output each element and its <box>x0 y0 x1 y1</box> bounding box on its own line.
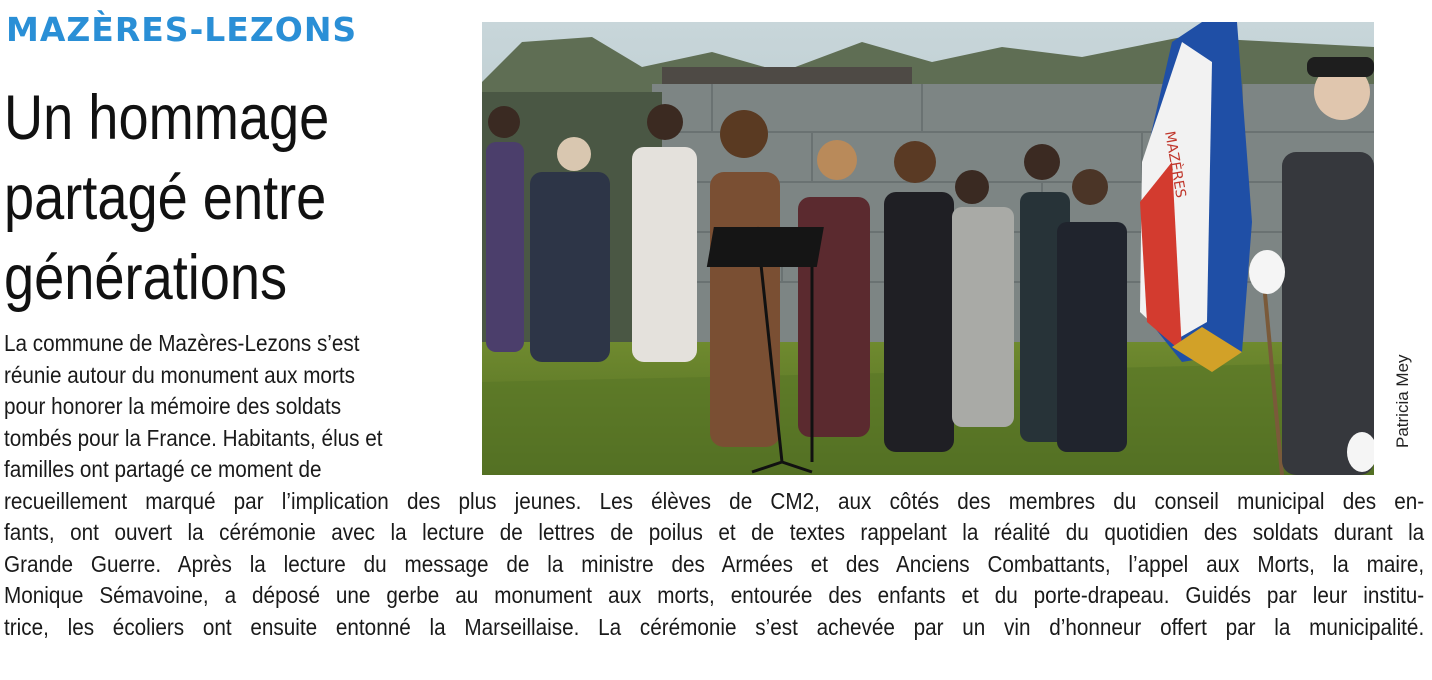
body-line: fants, ont ouvert la cérémonie avec la lecture de lettres de poilus et de textes rappelant la réalité du quotidien des soldats durant la <box>4 519 1425 545</box>
article-body <box>4 328 1424 643</box>
headline-line: Un hommage <box>4 83 330 153</box>
body-line: Monique Sémavoine, a déposé une gerbe au monument aux morts, entourée des enfants et du porte-drapeau. Guidés par leur institu- <box>4 582 1425 608</box>
body-line: familles ont partagé ce moment de <box>4 456 322 482</box>
body-line: tombés pour la France. Habitants, élus et <box>4 424 383 451</box>
headline-line: générations <box>4 243 288 313</box>
headline <box>4 78 408 318</box>
body-line: trice, les écoliers ont ensuite entonné la Marseillaise. La cérémonie s’est achevée par un vin d’honneur offert par la municipalité. <box>4 613 1425 640</box>
section-tag: MAZÈRES-LEZONS <box>6 10 358 49</box>
photo-credit: Patricia Mey <box>1393 354 1412 448</box>
headline-line: partagé entre <box>4 163 327 233</box>
body-line: réunie autour du monument aux morts <box>4 361 355 388</box>
flag-text: MAZÈRES <box>1161 129 1189 200</box>
body-line: La commune de Mazères-Lezons s’est <box>4 330 360 356</box>
body-line: Grande Guerre. Après la lecture du message de la ministre des Armées et des Anciens Combattants, l’appel aux Morts, la maire, <box>4 550 1425 577</box>
body-line: recueillement marqué par l’implication des plus jeunes. Les élèves de CM2, aux côtés des membres du conseil municipal des en- <box>4 487 1425 514</box>
body-line: pour honorer la mémoire des soldats <box>4 393 342 419</box>
